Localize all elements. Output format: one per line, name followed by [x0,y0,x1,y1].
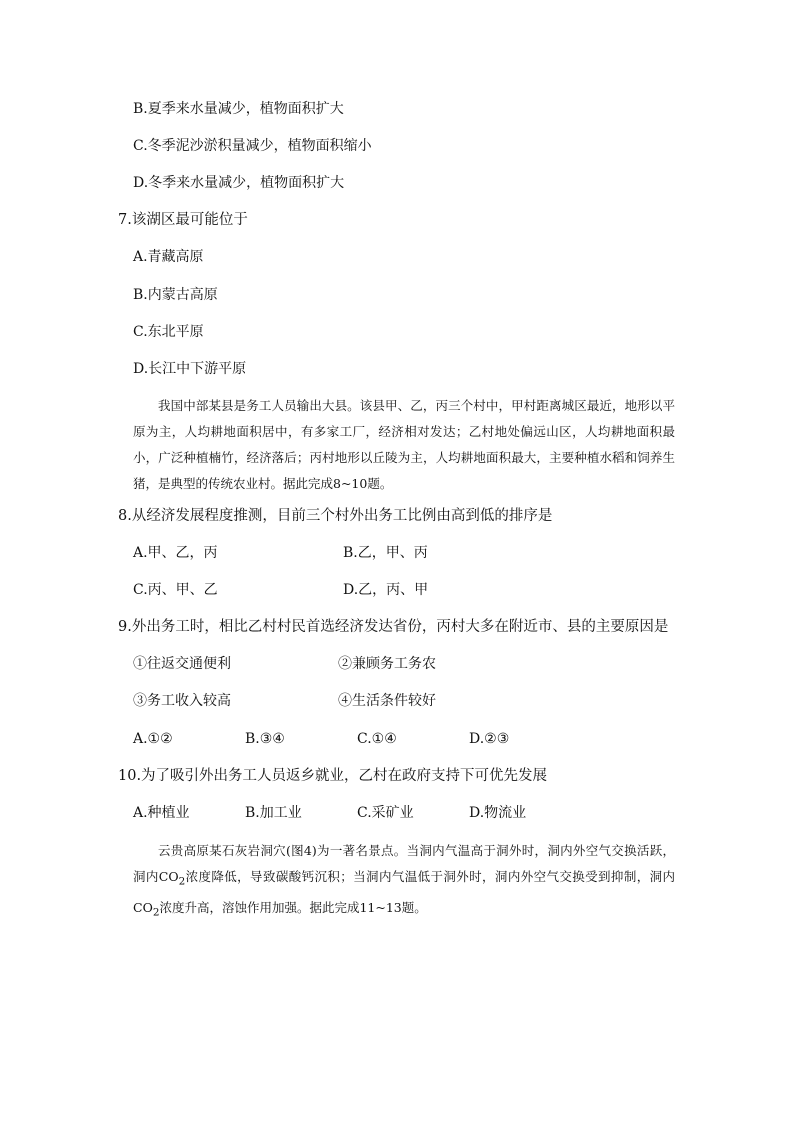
co2-subscript-1: 2 [178,875,186,888]
q7-option-a: A.青藏高原 [133,249,204,265]
q7-option-b: B.内蒙古高原 [133,287,218,303]
passage-cave [133,838,675,925]
q9-item-2: ②兼顾务工务农 [338,656,436,672]
q9-option-d: D.②③ [469,731,510,747]
q6-option-d: D.冬季来水量减少，植物面积扩大 [133,175,345,191]
q8-option-d: D.乙，丙、甲 [343,582,429,598]
q9-item-4: ④生活条件较好 [338,693,436,709]
q9-item-3: ③务工收入较高 [133,693,231,709]
passage-cave-part1: 云贵高原某石灰岩洞穴(图4)为一著名景点。当洞内气温高于洞外时，洞内外空气交换活跃，洞内CO [133,843,675,884]
q7-stem: 7.该湖区最可能位于 [118,212,248,228]
q7-option-d: D.长江中下游平原 [133,361,247,377]
q10-option-d: D.物流业 [469,805,527,821]
q9-option-b: B.③④ [245,731,285,747]
q10-option-c: C.采矿业 [357,805,414,821]
passage-cave-part2: 浓度降低，导致碳酸钙沉积；当洞内气温低于洞外时，洞内外空气交换受到抑制，洞内CO [133,869,675,915]
q9-item-1: ①往返交通便利 [133,656,231,672]
co2-subscript-2: 2 [152,906,160,918]
q10-option-b: B.加工业 [245,805,302,821]
q9-option-a: A.①② [133,731,173,747]
passage-cave-part3: 浓度升高，溶蚀作用加强。据此完成11~13题。 [159,899,427,915]
q9-stem: 9.外出务工时，相比乙村村民首选经济发达省份，丙村大多在附近市、县的主要原因是 [118,619,669,635]
passage-village-text: 我国中部某县是务工人员输出大县。该县甲、乙，丙三个村中，甲村距离城区最近，地形以平原为主，人均耕地面积居中，有多家工厂，经济相对发达；乙村地处偏远山区，人均耕地面积最小，广泛种植楠竹，经济落后；丙村地形以丘陵为主，人均耕地面积最大，主要种植水稻和饲养生猪，是典型的传统农业村。据此完成8~10题。 [133,398,675,491]
q10-stem: 10.为了吸引外出务工人员返乡就业，乙村在政府支持下可优先发展 [118,768,548,784]
q8-option-b: B.乙，甲、丙 [343,545,428,561]
q8-stem: 8.从经济发展程度推测，目前三个村外出务工比例由高到低的排序是 [118,508,553,524]
q7-option-c: C.东北平原 [133,324,204,340]
passage-cave-text [133,838,675,925]
q10-option-a: A.种植业 [133,805,190,821]
q6-option-c: C.冬季泥沙淤积量减少，植物面积缩小 [133,138,372,154]
q9-option-c: C.①④ [357,731,397,747]
q8-option-a: A.甲、乙，丙 [133,545,218,561]
q6-option-b: B.夏季来水量减少，植物面积扩大 [133,101,344,117]
passage-village [133,393,675,497]
q8-option-c: C.丙、甲、乙 [133,582,218,598]
